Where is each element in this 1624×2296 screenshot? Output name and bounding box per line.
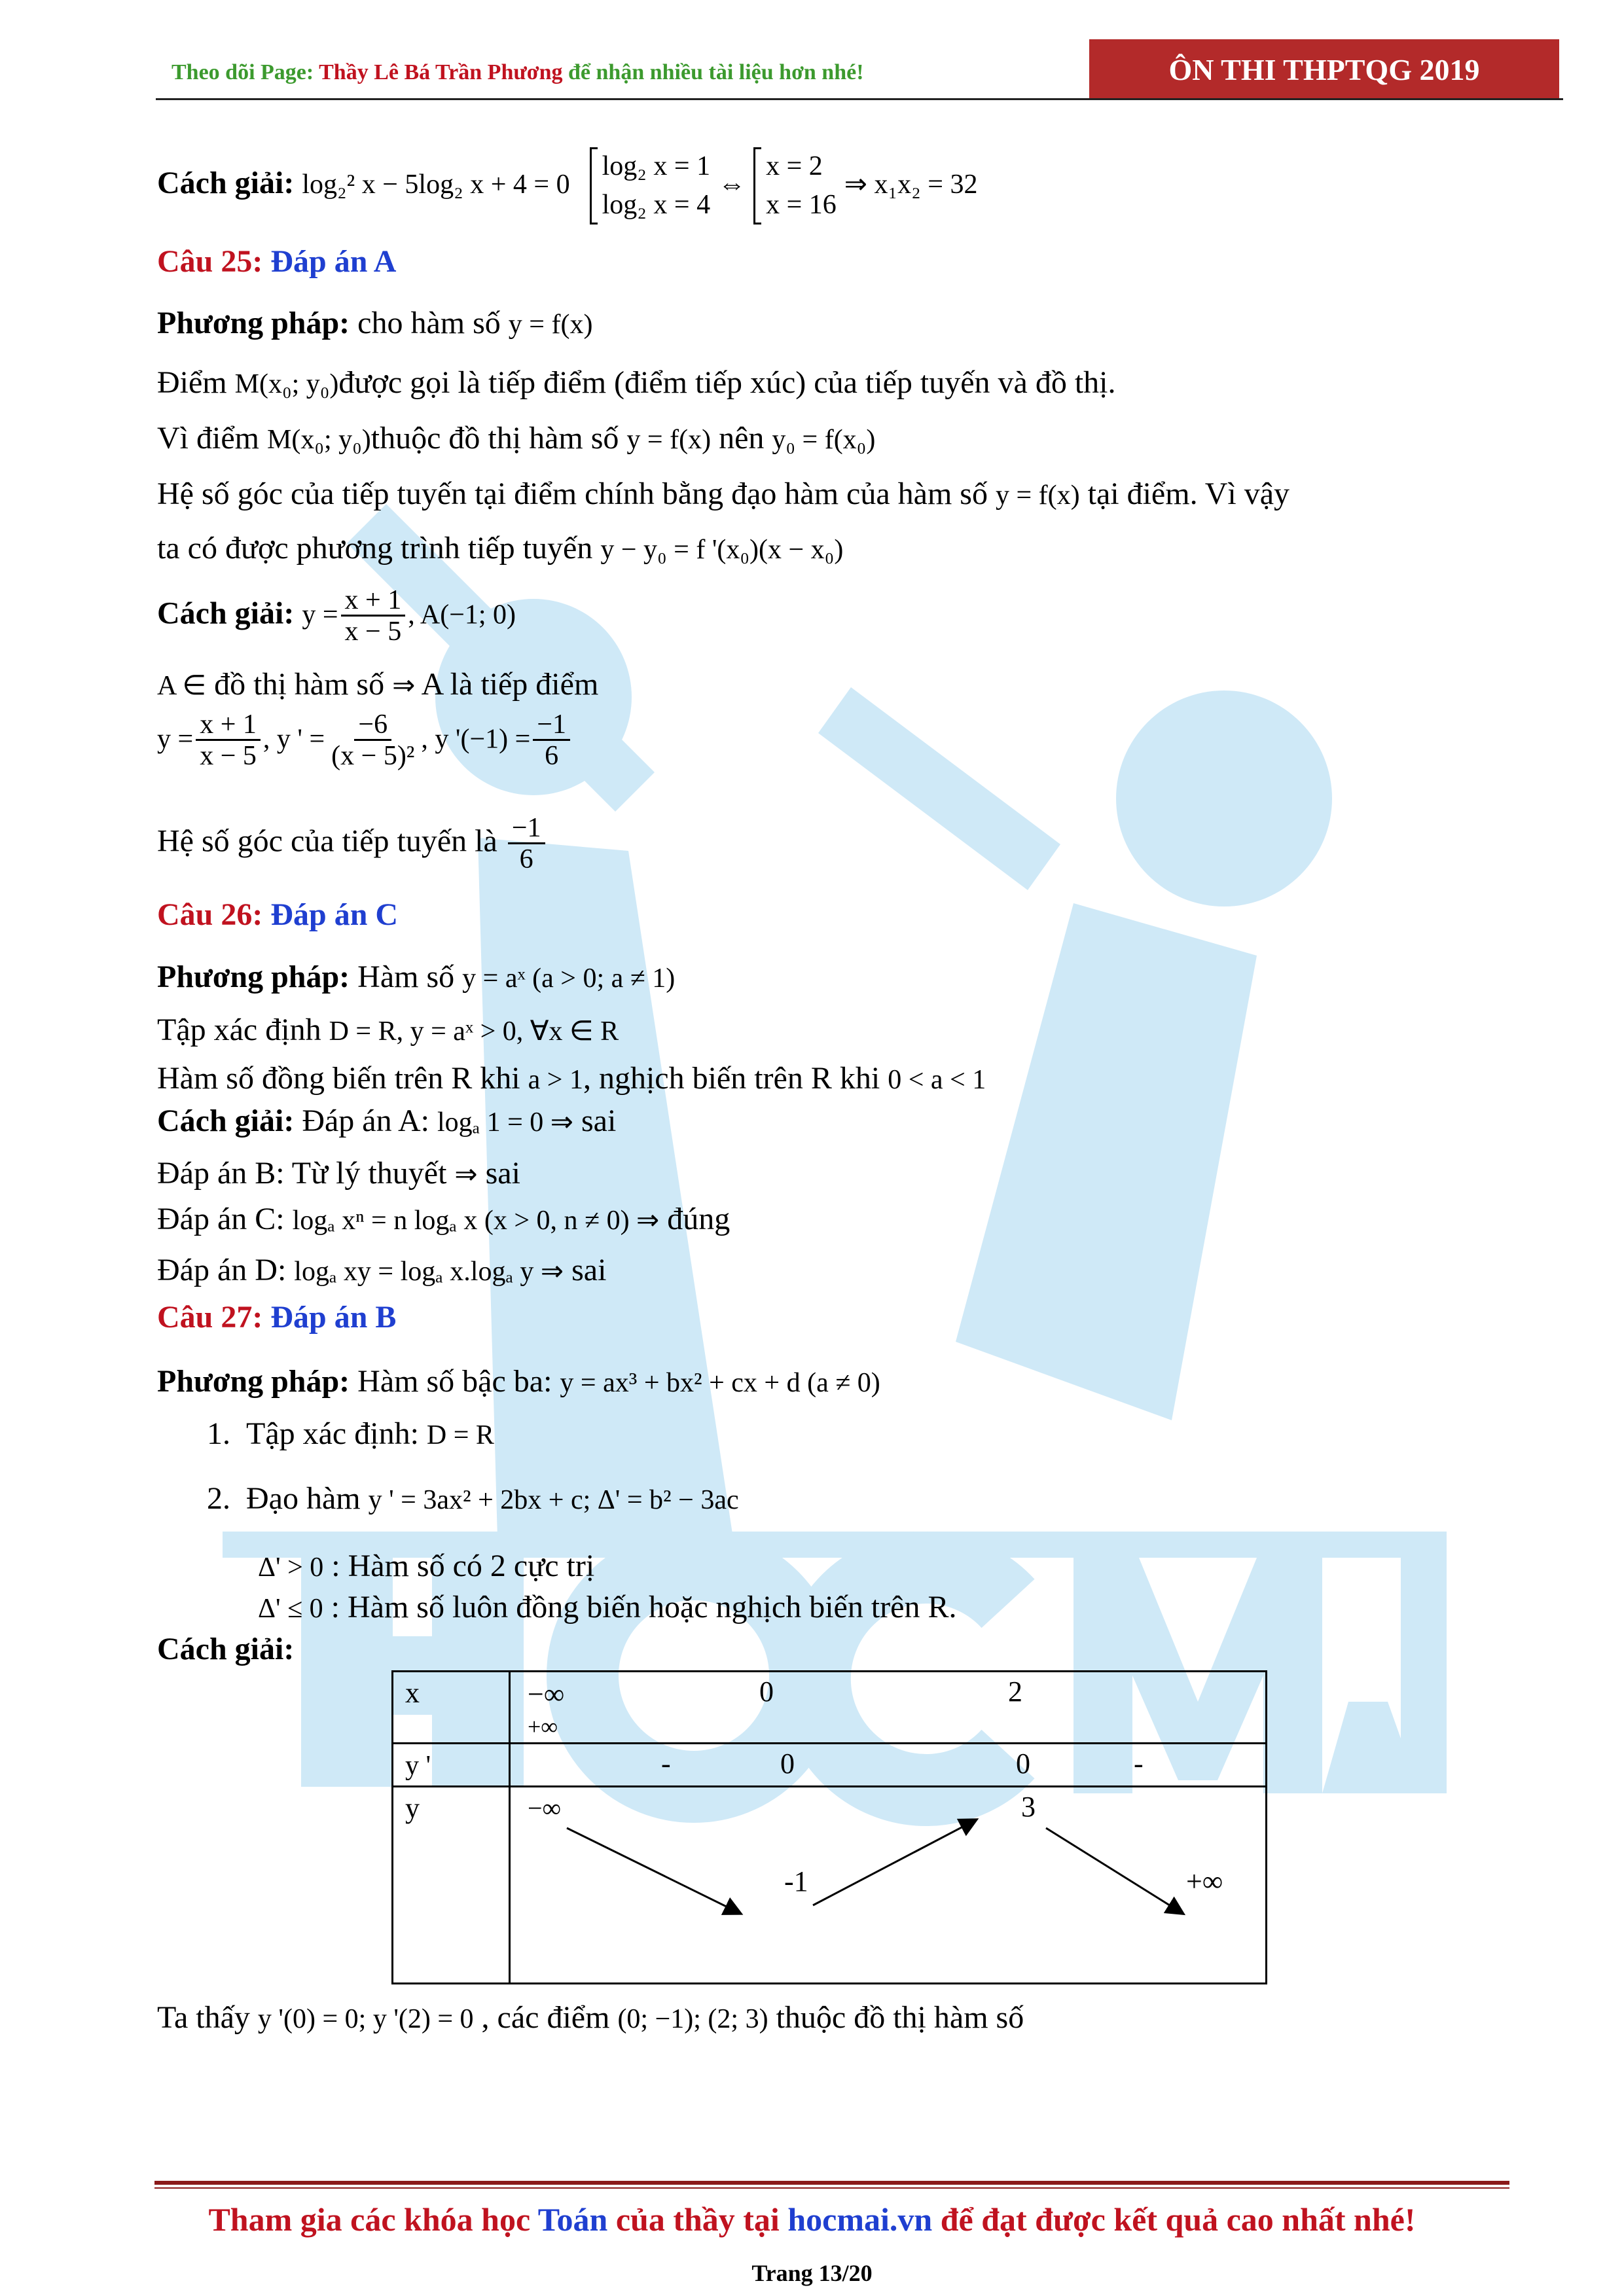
- row-label: x: [405, 1677, 420, 1709]
- y-pos-inf: +∞: [1186, 1865, 1223, 1897]
- label-phuong-phap: Phương pháp:: [157, 960, 350, 994]
- label-cach-giai: Cách giải:: [157, 1103, 295, 1138]
- arrow-decreasing-2: [1046, 1828, 1182, 1913]
- fraction: [508, 814, 545, 874]
- q26-answer: Đáp án C: [270, 897, 399, 932]
- fraction: [533, 710, 570, 771]
- method-line-26: [157, 959, 675, 995]
- text: sai: [573, 1103, 617, 1138]
- line-tangent-equation: [157, 530, 843, 566]
- x-zero: 0: [759, 1676, 774, 1708]
- text: Hàm số: [350, 960, 463, 994]
- row-y: [393, 1787, 1267, 1984]
- denominator: x − 5: [344, 617, 402, 647]
- text: , các điểm: [473, 2000, 618, 2035]
- denominator: (x − 5)²: [331, 741, 415, 772]
- numerator: −1: [508, 814, 545, 844]
- math: M(x₀; y₀): [234, 369, 339, 399]
- text: , nghịch biến trên R khi: [583, 1061, 888, 1096]
- math: y = aˣ (a > 0; a ≠ 1): [462, 963, 676, 994]
- method-line: [157, 305, 592, 341]
- math: y '(0) = 0; y '(2) = 0: [257, 2004, 474, 2034]
- math: , y '(−1) =: [421, 724, 531, 755]
- math: ⇒: [454, 1160, 478, 1190]
- system-2: [753, 147, 837, 224]
- line-point-on-graph: [157, 420, 875, 456]
- list-item-2: [207, 1480, 739, 1516]
- q26-number: Câu 26:: [157, 897, 263, 932]
- yp-zero-1: 0: [780, 1748, 795, 1780]
- label-phuong-phap: Phương pháp:: [157, 1364, 350, 1399]
- math: logₐ xⁿ = n logₐ x (x > 0, n ≠ 0) ⇒: [292, 1206, 660, 1236]
- page-number: Trang 13/20: [751, 2260, 873, 2286]
- math: logₐ 1 = 0 ⇒: [437, 1107, 573, 1138]
- solution-25: [157, 586, 516, 647]
- text: : Hàm số có 2 cực trị: [323, 1549, 595, 1583]
- cell-x-values: [510, 1672, 1267, 1744]
- label-cach-giai-27: Cách giải:: [157, 1632, 295, 1666]
- text: sai: [477, 1156, 520, 1191]
- denominator: 6: [545, 741, 559, 772]
- fraction: [327, 710, 418, 771]
- text: đồ thị hàm số: [206, 667, 393, 702]
- sys2-row1: x = 2: [766, 151, 823, 181]
- math: logₐ xy = logₐ x.logₐ y ⇒: [294, 1257, 564, 1287]
- numerator: x + 1: [341, 586, 406, 617]
- text: Đáp án C:: [157, 1202, 293, 1236]
- fraction: [196, 710, 261, 771]
- variation-table: [391, 1670, 1267, 1984]
- line-slope: [157, 476, 1290, 512]
- solution-line-1: [157, 147, 977, 224]
- solution-26-c: [157, 1201, 730, 1237]
- math: D = R: [426, 1420, 494, 1450]
- math: A ∈: [157, 671, 207, 701]
- text: đúng: [659, 1202, 731, 1236]
- cell-y-values: [510, 1787, 1267, 1984]
- math: ⇒: [392, 671, 416, 701]
- solution-26-a: [157, 1103, 616, 1139]
- footer-text: Tham gia các khóa học: [208, 2201, 538, 2238]
- sys1-row1: log₂ x = 1: [602, 151, 711, 181]
- cell-yp-label: [393, 1744, 510, 1787]
- math: Δ' ≤ 0: [258, 1594, 323, 1624]
- header-title: ÔN THI THPTQG 2019: [1168, 52, 1480, 86]
- list-number: 2.: [207, 1481, 230, 1516]
- text: Tập xác định:: [246, 1416, 427, 1451]
- math: y = ax³ + bx² + cx + d (a ≠ 0): [560, 1368, 880, 1398]
- row-yprime: [393, 1744, 1267, 1787]
- footer-text: để đạt được kết quả cao nhất nhé!: [932, 2201, 1416, 2238]
- line-domain: [157, 1012, 619, 1048]
- y-neg-inf: −∞: [528, 1793, 562, 1823]
- q25-answer: Đáp án A: [270, 244, 397, 279]
- y-minus-one: -1: [784, 1865, 808, 1897]
- yp-sign-1: -: [661, 1748, 671, 1780]
- header-divider: [156, 98, 1563, 100]
- label-cach-giai: Cách giải:: [157, 596, 295, 631]
- footer-link[interactable]: hocmai.vn: [787, 2201, 933, 2238]
- list-item-1: [207, 1416, 494, 1452]
- cell-y-label: [393, 1787, 510, 1984]
- x-neg-inf: −∞: [528, 1678, 565, 1710]
- row-label: y ': [405, 1751, 431, 1781]
- row-x: [393, 1672, 1267, 1744]
- numerator: x + 1: [196, 710, 261, 741]
- denominator: 6: [519, 844, 533, 875]
- cell-yp-values: [510, 1744, 1267, 1787]
- text: Vì điểm: [157, 421, 267, 456]
- math: y₀ = f(x₀): [772, 425, 876, 455]
- variation-arrows: [511, 1787, 1270, 1964]
- text: Đáp án A:: [294, 1103, 437, 1138]
- question-25-heading: [157, 243, 396, 279]
- math: y ' = 3ax² + 2bx + c; Δ' = b² − 3ac: [368, 1485, 739, 1515]
- math: y = f(x): [508, 310, 593, 340]
- line-a-in-graph: [157, 666, 598, 702]
- cell-x-label: [393, 1672, 510, 1744]
- math: M(x₀; y₀): [266, 425, 371, 455]
- footer-text: của thầy tại: [607, 2201, 788, 2238]
- footer-cta: [0, 2200, 1624, 2238]
- y-three: 3: [1021, 1791, 1036, 1823]
- text: Hàm số bậc ba:: [350, 1364, 560, 1399]
- math-log-equation: log₂² x − 5log₂ x + 4 = 0: [302, 169, 570, 200]
- list-number: 1.: [207, 1416, 230, 1451]
- text: Ta thấy: [157, 2000, 258, 2035]
- x-two: 2: [1008, 1676, 1022, 1708]
- math: y =: [157, 724, 194, 755]
- solution-26-d: [157, 1252, 606, 1288]
- line-slope-value: [157, 814, 548, 874]
- yp-zero-2: 0: [1016, 1748, 1030, 1780]
- math: Δ' > 0: [258, 1552, 324, 1583]
- label-phuong-phap: Phương pháp:: [157, 306, 350, 340]
- system-1: [590, 147, 711, 224]
- fraction: [341, 586, 406, 647]
- text: cho hàm số: [350, 306, 509, 340]
- math: y = f(x): [626, 425, 712, 455]
- question-26-heading: [157, 897, 398, 933]
- text: được gọi là tiếp điểm (điểm tiếp xúc) của tiếp tuyến và đồ thị.: [338, 365, 1116, 400]
- math-result: ⇒ x₁x₂ = 32: [844, 169, 978, 200]
- arrow-increasing: [813, 1820, 975, 1905]
- yp-sign-2: -: [1134, 1748, 1144, 1780]
- math: , y ' =: [262, 724, 325, 755]
- header-suffix: để nhận nhiều tài liệu hơn nhé!: [562, 60, 864, 84]
- header-prefix: Theo dõi Page:: [171, 60, 319, 84]
- line-derivative: [157, 710, 573, 771]
- denominator: x − 5: [200, 741, 257, 772]
- sys2-row2: x = 16: [766, 189, 837, 220]
- text: thuộc đồ thị hàm số: [370, 421, 627, 456]
- line-tangent-point: [157, 365, 1115, 401]
- math: D = R, y = aˣ > 0, ∀x ∈ R: [329, 1016, 619, 1047]
- solution-26-b: [157, 1155, 520, 1191]
- math: y − y₀ = f '(x₀)(x − x₀): [600, 535, 844, 565]
- text: nên: [711, 421, 772, 456]
- sys1-row2: log₂ x = 4: [602, 189, 711, 220]
- equiv-arrow: ⇔: [718, 169, 746, 200]
- text: Đạo hàm: [246, 1481, 369, 1516]
- math: (0; −1); (2; 3): [617, 2004, 768, 2034]
- x-pos-inf: +∞: [528, 1713, 558, 1740]
- text: Đáp án D:: [157, 1253, 295, 1287]
- q25-number: Câu 25:: [157, 244, 263, 279]
- header-teacher-name[interactable]: Thầy Lê Bá Trần Phương: [319, 60, 563, 84]
- row-label: y: [405, 1792, 420, 1824]
- line-delta-positive: [258, 1548, 594, 1584]
- q27-answer: Đáp án B: [270, 1300, 397, 1335]
- question-27-heading: [157, 1299, 396, 1335]
- header-left: [171, 60, 864, 85]
- math: 0 < a < 1: [888, 1065, 986, 1095]
- header-title-banner: [1089, 39, 1559, 99]
- numerator: −6: [354, 710, 391, 741]
- numerator: −1: [533, 710, 570, 741]
- text: Hàm số đồng biến trên R khi: [157, 1061, 528, 1096]
- text: : Hàm số luôn đồng biến hoặc nghịch biến trên R.: [323, 1590, 957, 1624]
- text: ta có được phương trình tiếp tuyến: [157, 531, 601, 565]
- text: Hệ số góc của tiếp tuyến tại điểm chính bằng đạo hàm của hàm số: [157, 476, 996, 511]
- footer-divider: [154, 2181, 1509, 2185]
- line-monotonic: [157, 1060, 986, 1096]
- conclusion-line: [157, 2000, 1024, 2036]
- math: y =: [302, 600, 338, 630]
- text: sai: [564, 1253, 607, 1287]
- text: Đáp án B: Từ lý thuyết: [157, 1156, 455, 1191]
- footer-divider-thin: [154, 2187, 1509, 2189]
- text: tại điểm. Vì vậy: [1079, 476, 1290, 511]
- math: , A(−1; 0): [408, 600, 516, 630]
- math: a > 1: [528, 1065, 583, 1095]
- text: Hệ số góc của tiếp tuyến là: [157, 823, 505, 859]
- q27-number: Câu 27:: [157, 1300, 263, 1335]
- text: thuộc đồ thị hàm số: [768, 2000, 1024, 2035]
- text: Tập xác định: [157, 1013, 329, 1047]
- line-delta-nonpositive: [258, 1589, 956, 1625]
- arrow-decreasing-1: [567, 1828, 740, 1913]
- math: y = f(x): [995, 480, 1080, 511]
- method-line-27: [157, 1363, 880, 1399]
- footer-subject: Toán: [537, 2201, 608, 2238]
- text: A là tiếp điểm: [415, 667, 599, 702]
- label-cach-giai: Cách giải:: [157, 165, 295, 200]
- text: Điểm: [157, 365, 235, 400]
